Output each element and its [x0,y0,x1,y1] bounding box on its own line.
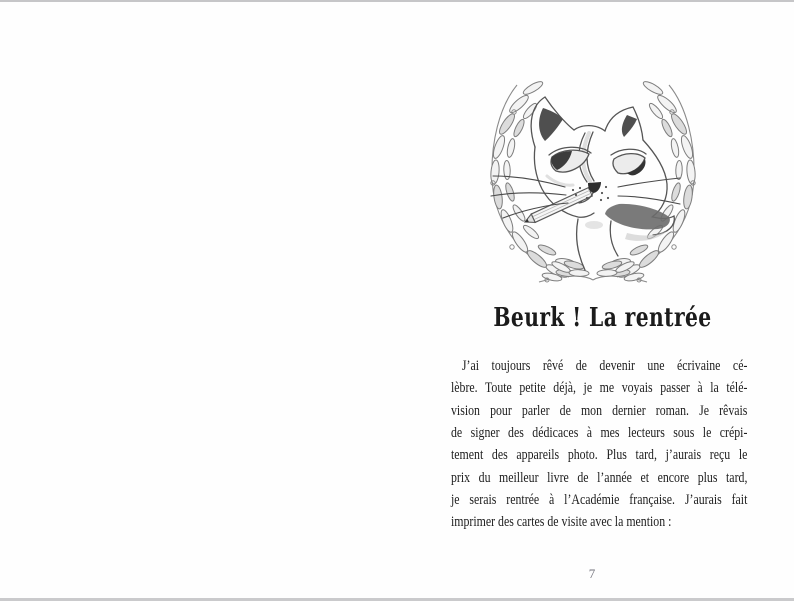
paragraph-line: tement des appareils photo. Plus tard, j’aurais reçu le [451,446,748,464]
left-page-blank [0,2,397,598]
paragraph-line: de signer des dédicaces à mes lecteurs sous le crépi- [451,424,748,442]
paragraph-line: prix du meilleur livre de l’année et encore plus tard, [451,468,748,486]
paragraph-line: vision pour parler de mon dernier roman. Je rêvais [451,401,748,419]
paragraph-line: imprimer des cartes de visite avec la mention : [451,513,672,531]
page-number: 7 [588,566,596,581]
right-page [397,0,794,601]
chapter-paragraph [451,355,747,534]
laurel-leaves [490,79,696,282]
chapter-title: Beurk ! La rentrée [493,303,712,333]
laurel-berries [491,110,695,282]
paragraph-line: lèbre. Toute petite déjà, je me voyais passer à la télé- [451,379,748,397]
paragraph-line: je serais rentrée à l’Académie française. J’aurais fait [451,491,748,509]
cat-pencil-laurel-illustration [477,73,709,288]
paragraph-line: J’ai toujours rêvé de devenir une écrivaine cé- [461,357,748,374]
